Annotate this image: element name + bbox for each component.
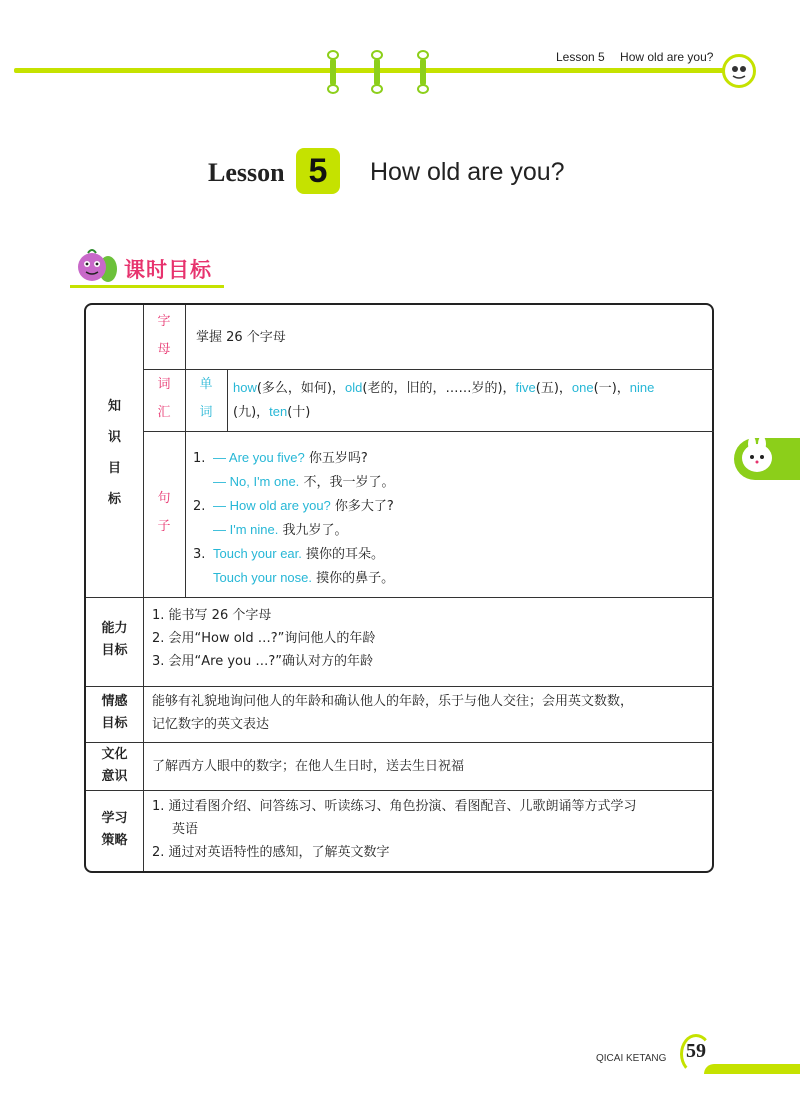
section-underline (70, 285, 224, 288)
sentence-line: 3. Touch your ear. 摸你的耳朵。 (193, 546, 385, 562)
vocab-line-1: how(多么，如何)，old(老的，旧的，……岁的)，five(五)，one(一)，nine (233, 380, 655, 396)
emotion-goals-content: 能够有礼貌地询问他人的年龄和确认他人的年龄，乐于与他人交往；会用英文数数， 记忆数字的英文表达 (152, 694, 634, 732)
page-number: 59 (686, 1040, 706, 1062)
knowledge-goals-label: 知 识 目 标 (107, 399, 121, 507)
footer-bar (704, 1064, 800, 1074)
culture-awareness-label: 文化 意识 (101, 747, 128, 784)
sentence-line: — I'm nine. 我九岁了。 (213, 522, 348, 538)
binder-clip-icon (374, 58, 380, 86)
sentence-line: — No, I'm one. 不，我一岁了。 (213, 474, 395, 490)
side-tab (734, 438, 800, 480)
binder-clip-icon (330, 58, 336, 86)
learning-strategy-label: 学习 策略 (101, 811, 128, 848)
vocab-line-2: (九)，ten(十) (233, 404, 311, 420)
words-label: 单 词 (199, 377, 213, 420)
ability-goals-content: 1. 能书写 26 个字母 2. 会用“How old …?”询问他人的年龄 3. 会用“Are you …?”确认对方的年龄 (152, 608, 376, 669)
letters-content: 掌握 26 个字母 (196, 330, 286, 345)
vegetable-mascot-icon (72, 247, 118, 285)
footer-brand: QICAI KETANG (596, 1053, 667, 1064)
binder-clip-icon (420, 58, 426, 86)
sentence-line: 1. — Are you five? 你五岁吗? (193, 450, 368, 466)
emotion-goals-label: 情感 目标 (101, 694, 128, 731)
section-heading: 课时目标 (124, 258, 212, 282)
running-header (556, 50, 725, 64)
sentence-line: Touch your nose. 摸你的鼻子。 (213, 570, 395, 586)
cartoon-badge-icon (722, 54, 756, 88)
lesson-word: Lesson (208, 158, 285, 187)
sentence-list (193, 446, 703, 590)
vocab-words (233, 376, 713, 424)
letters-label: 字 母 (157, 314, 171, 357)
learning-strategy-content: 1. 通过看图介绍、问答练习、听读练习、角色扮演、看图配音、儿歌朗诵等方式学习 英语 2. 通过对英语特性的感知，了解英文数字 (152, 799, 637, 860)
running-header-lesson: Lesson 5 (556, 50, 605, 64)
bunny-icon (742, 444, 772, 472)
sentences-label: 句 子 (157, 491, 171, 534)
vocab-label: 词 汇 (157, 377, 171, 420)
objectives-table (84, 303, 714, 873)
running-header-title: How old are you? (620, 50, 714, 64)
lesson-number: 5 (296, 148, 340, 194)
lesson-title: How old are you? (370, 158, 565, 186)
culture-awareness-content: 了解西方人眼中的数字；在他人生日时，送去生日祝福 (152, 759, 465, 774)
sentence-line: 2. — How old are you? 你多大了? (193, 498, 394, 514)
ability-goals-label: 能力 目标 (101, 621, 128, 658)
